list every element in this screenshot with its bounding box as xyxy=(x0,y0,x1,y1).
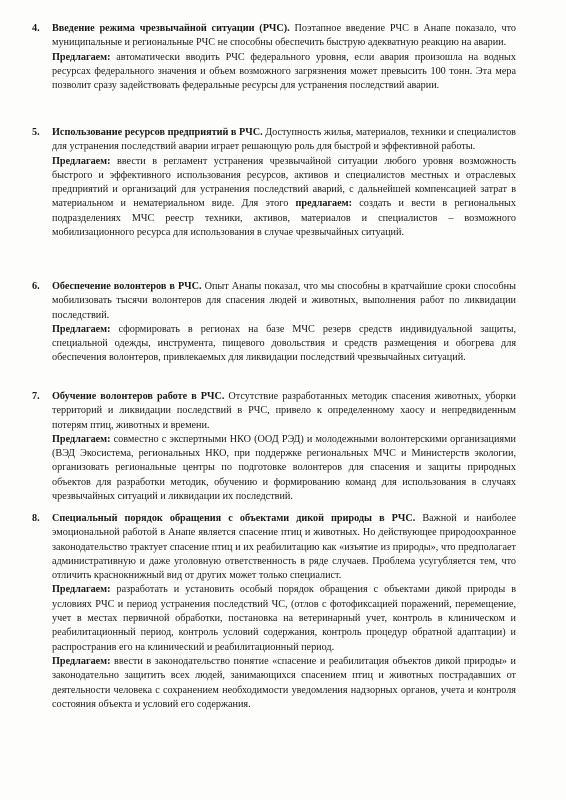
proposal-text: ввести в регламент устранения чрезвычайной ситуации любого уровня возможность быстрого и эффективного использования ресурсов, активов и специалистов местных и отраслевых предприятий и организаций для устранения последствий аварий, с дальнейшей компенсацией затрат в материальном и нематериальном виде. Для этого xyxy=(52,155,516,210)
proposal-text: сформировать в регионах на базе МЧС резерв средств индивидуальной защиты, специальной одежды, инструмента, пищевого довольствия и средств размещения и обогрева для обеспечения волонтеров, привлекаемых для ликвидации последствий чрезвычайных ситуаций. xyxy=(52,323,516,364)
item-intro-paragraph xyxy=(52,280,516,323)
proposal-text: ввести в законодательство понятие «спасение и реабилитация объектов дикой природы» и законодательно защитить всех людей, занимающихся спасением птиц и животных пострадавших от деятельности человека с сохранением необходимости уведомления надзорных органов, учета и контроля состояния объекта и условий его содержания. xyxy=(52,655,516,710)
proposal-paragraph xyxy=(52,155,516,241)
proposal-text: разработать и установить особый порядок обращения с объектами дикой природы в условиях РЧС и период устранения последствий ЧС, (отлов с фотофиксацией поражений, перемещение, учет в местах первичной обработки, постановка на ветеринарный учет, контроль в клиническом и реабилитационный период, контроль условий содержания, контроль процедур обратной адаптации) и распространив его на клинический и реабилитационный период. xyxy=(52,584,516,653)
item-body xyxy=(52,512,516,712)
proposal-paragraph xyxy=(52,51,516,94)
proposal-label: Предлагаем: xyxy=(52,51,111,63)
proposal-label: предлагаем: xyxy=(295,198,353,210)
proposal-paragraph xyxy=(52,323,516,366)
list-item-4 xyxy=(32,22,516,93)
item-number: 7. xyxy=(32,391,40,402)
proposal-label: Предлагаем: xyxy=(52,655,111,667)
item-intro-paragraph xyxy=(52,390,516,433)
proposal-paragraph xyxy=(52,433,516,504)
item-body xyxy=(52,390,516,504)
list-item-6 xyxy=(32,280,516,366)
item-intro: Важной и наиболее эмоциональной работой в Анапе является спасение птиц и животных. Но действующее природоохранное законодательство трактует спасение птиц и их реабилитацию как «изъятие из природы», что предполагает административную и даже уголовную ответственность в ряде случаев. Проблема усугубляется тем, что отличить краснокнижный вид от других может только специалист. xyxy=(52,513,516,582)
proposal-label: Предлагаем: xyxy=(52,323,111,335)
item-heading: Обучение волонтеров работе в РЧС. xyxy=(52,391,225,402)
item-heading: Введение режима чрезвычайной ситуации (РЧС). xyxy=(52,23,290,34)
item-body xyxy=(52,280,516,366)
item-intro-paragraph xyxy=(52,512,516,583)
item-heading: Специальный порядок обращения с объектами дикой природы в РЧС. xyxy=(52,513,416,524)
list-item-8 xyxy=(32,512,516,712)
item-intro: Доступность жилья, материалов, техники и специалистов для устранения последствий аварии играет решающую роль для быстрой и эффективной работы. xyxy=(52,127,516,153)
item-intro-paragraph xyxy=(52,126,516,155)
item-intro: Поэтапное введение РЧС в Анапе показало, что муниципальные и региональные РЧС не способны обеспечить быструю адекватную реакцию на аварии. xyxy=(52,23,516,49)
item-number: 8. xyxy=(32,513,40,524)
proposal-paragraph xyxy=(52,583,516,654)
proposal-text: автоматически вводить РЧС федерального уровня, если авария произошла на водных ресурсах федерального значения и объем возможного загрязнения может превысить 100 тонн. Эта мера позволит сразу задействовать федеральные ресурсы для устранения последствий аварии. xyxy=(52,51,516,92)
item-number: 5. xyxy=(32,127,40,138)
item-heading: Использование ресурсов предприятий в РЧС. xyxy=(52,127,263,138)
proposal-text: создать и вести в региональных подразделениях МЧС реестр техники, активов, материалов и специалистов – возможного мобилизационного ресурса для использования в случае чрезвычайных ситуаций. xyxy=(52,198,516,239)
proposal-label: Предлагаем: xyxy=(52,584,111,596)
item-intro: Отсутствие разработанных методик спасения животных, уборки территорий и ликвидации последствий в РЧС, привело к определенному хаосу и непредвиденным потерям птиц, животных и времени. xyxy=(52,391,516,431)
item-number: 4. xyxy=(32,23,40,34)
item-intro: Опыт Анапы показал, что мы способны в кратчайшие сроки способны мобилизовать тысячи волонтеров для спасения людей и животных, выполнения работ по ликвидации последствий. xyxy=(52,281,516,321)
proposal-text: совместно с экспертными НКО (ООД РЭД) и молодежными волонтерскими организациями (ВЭД Экосистема, региональных НКО, при поддержке региональных МЧС и Министерств экологии, организовать региональные центры по подготовке волонтеров для спасения и защиты природных объектов для разработки методик, обучению и формированию команд для использования в случаях чрезвычайных ситуаций и ликвидации их последствий. xyxy=(52,433,516,503)
item-heading: Обеспечение волонтеров в РЧС. xyxy=(52,281,202,292)
item-body xyxy=(52,126,516,240)
item-body xyxy=(52,22,516,93)
proposal-paragraph xyxy=(52,655,516,712)
proposal-label: Предлагаем: xyxy=(52,433,111,445)
proposal-label: Предлагаем: xyxy=(52,155,111,167)
item-intro-paragraph xyxy=(52,22,516,51)
list-item-7 xyxy=(32,390,516,504)
item-number: 6. xyxy=(32,281,40,292)
list-item-5 xyxy=(32,126,516,240)
